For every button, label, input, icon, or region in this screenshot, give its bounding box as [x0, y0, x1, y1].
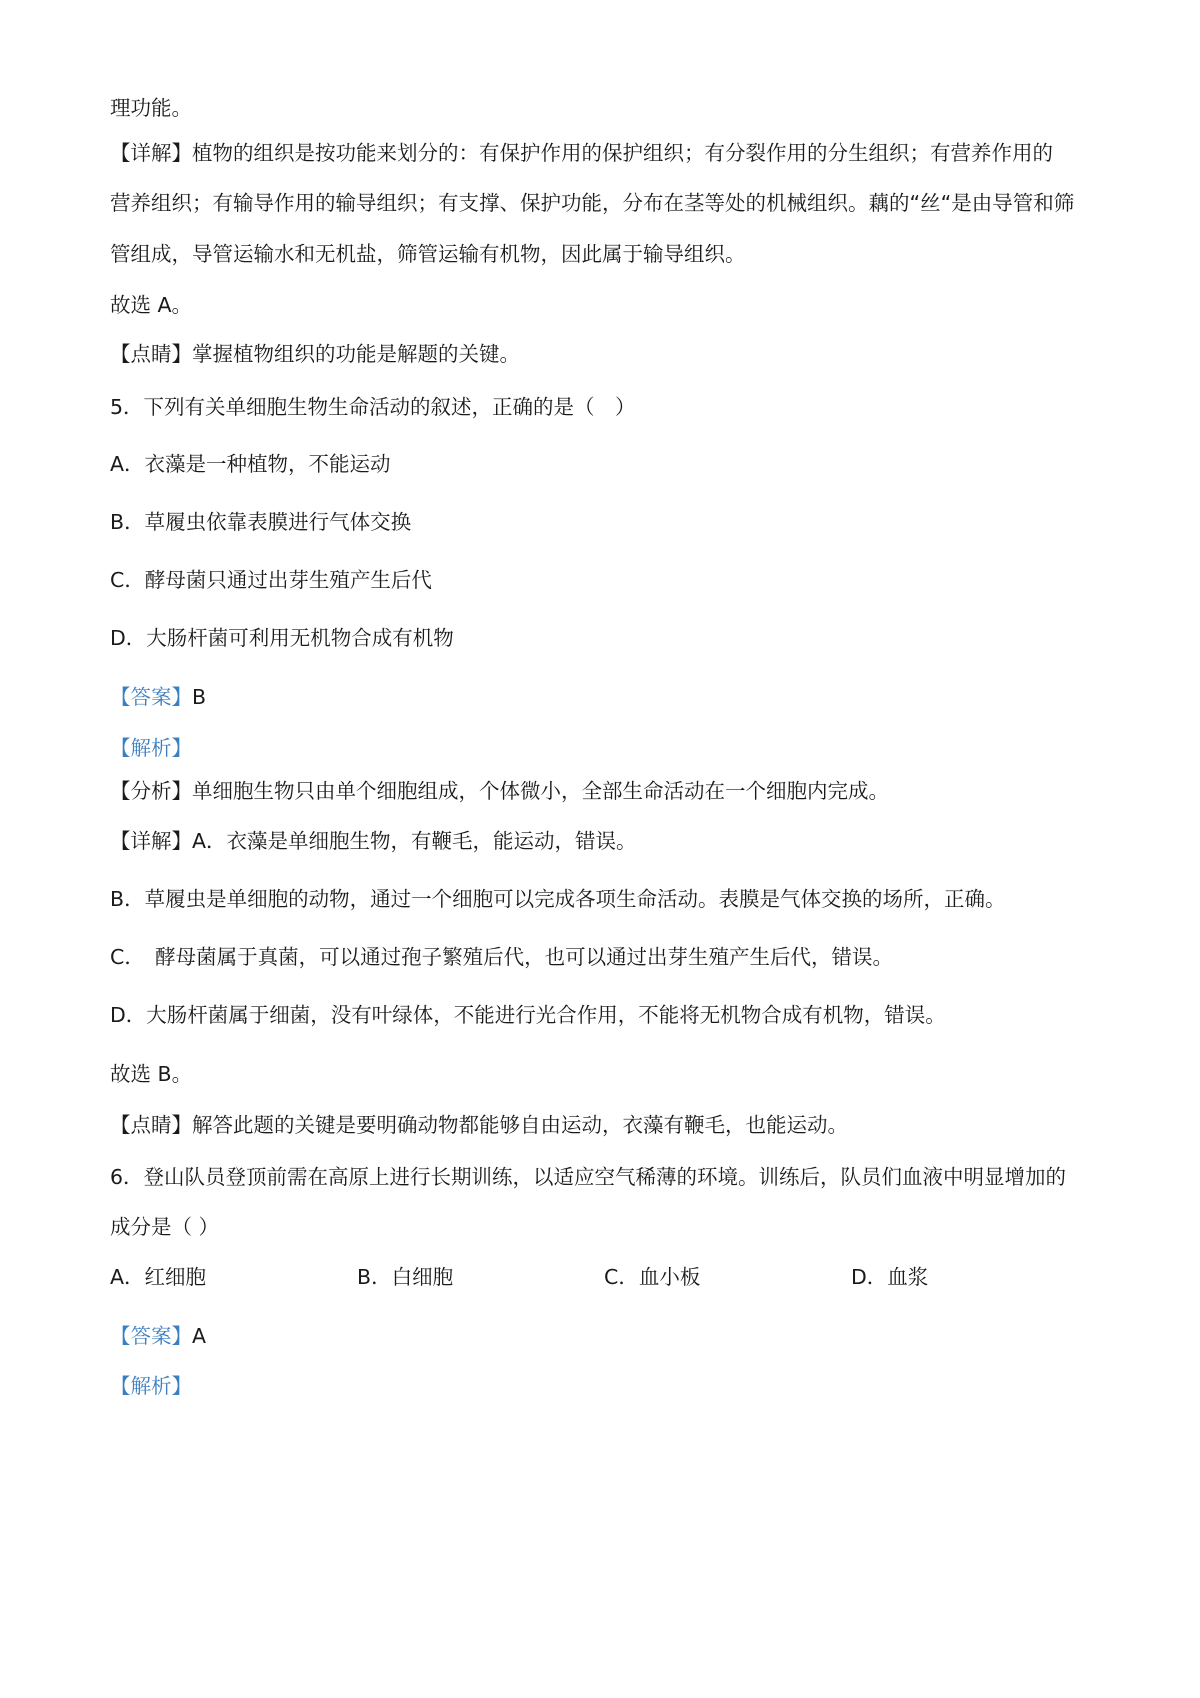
point-tag: 【点睛】 — [110, 1113, 192, 1137]
point-text: 解答此题的关键是要明确动物都能够自由运动，衣藻有鞭毛，也能运动。 — [192, 1113, 848, 1137]
fenxi-text: 单细胞生物只由单个细胞组成，个体微小，全部生命活动在一个细胞内完成。 — [192, 779, 889, 803]
detail-tag: 【详解】 — [110, 829, 192, 853]
q6-stem-line-2: 成分是（ ） — [110, 1215, 220, 1239]
q6-option-d: D．血浆 — [851, 1265, 929, 1289]
q5-answer — [110, 683, 1105, 711]
q5-detail-c: C． 酵母菌属于真菌，可以通过孢子繁殖后代，也可以通过出芽生殖产生后代，错误。 — [110, 945, 894, 969]
q5-stem: 5．下列有关单细胞生物生命活动的叙述，正确的是（ ） — [110, 395, 636, 419]
q4-point — [110, 340, 1105, 368]
answer-value: A — [192, 1324, 207, 1348]
q5-detail-d: D．大肠杆菌属于细菌，没有叶绿体，不能进行光合作用，不能将无机物合成有机物，错误。 — [110, 1003, 946, 1027]
q4-detail-line-3: 管组成，导管运输水和无机盐，筛管运输有机物，因此属于输导组织。 — [110, 242, 746, 266]
detail-tag: 【详解】 — [110, 141, 192, 165]
answer-value: B — [192, 685, 207, 709]
q6-option-b: B．白细胞 — [357, 1265, 454, 1289]
fenxi-tag: 【分析】 — [110, 779, 192, 803]
answer-tag: 【答案】 — [110, 1324, 192, 1348]
q5-detail-b: B．草履虫是单细胞的动物，通过一个细胞可以完成各项生命活动。表膜是气体交换的场所，正确。 — [110, 887, 1006, 911]
q5-option-a: A．衣藻是一种植物，不能运动 — [110, 452, 391, 476]
q6-option-a: A．红细胞 — [110, 1265, 207, 1289]
q5-point — [110, 1111, 1105, 1139]
q5-detail-a — [110, 827, 1105, 855]
q5-option-b: B．草履虫依靠表膜进行气体交换 — [110, 510, 412, 534]
q6-analysis-tag: 【解析】 — [110, 1374, 192, 1398]
q4-choice: 故选 A。 — [110, 293, 193, 317]
detail-text: 植物的组织是按功能来划分的：有保护作用的保护组织；有分裂作用的分生组织；有营养作用的 — [192, 141, 1053, 165]
answer-tag: 【答案】 — [110, 685, 192, 709]
q4-continuation: 理功能。 — [110, 96, 192, 120]
q4-detail-line-1 — [110, 139, 1105, 167]
point-tag: 【点睛】 — [110, 342, 192, 366]
q5-analysis-tag: 【解析】 — [110, 736, 192, 760]
detail-text: A．衣藻是单细胞生物，有鞭毛，能运动，错误。 — [192, 829, 637, 853]
q5-option-d: D．大肠杆菌可利用无机物合成有机物 — [110, 626, 454, 650]
point-text: 掌握植物组织的功能是解题的关键。 — [192, 342, 520, 366]
q6-option-c: C．血小板 — [604, 1265, 701, 1289]
q5-option-c: C．酵母菌只通过出芽生殖产生后代 — [110, 568, 432, 592]
q5-choice: 故选 B。 — [110, 1062, 193, 1086]
q6-stem-line-1: 6．登山队员登顶前需在高原上进行长期训练，以适应空气稀薄的环境。训练后，队员们血液中明显增加的 — [110, 1165, 1067, 1189]
q5-fenxi — [110, 777, 1105, 805]
q6-answer — [110, 1322, 1105, 1350]
q4-detail-line-2: 营养组织；有输导作用的输导组织；有支撑、保护功能，分布在茎等处的机械组织。藕的“丝“是由导管和筛 — [110, 191, 1075, 215]
